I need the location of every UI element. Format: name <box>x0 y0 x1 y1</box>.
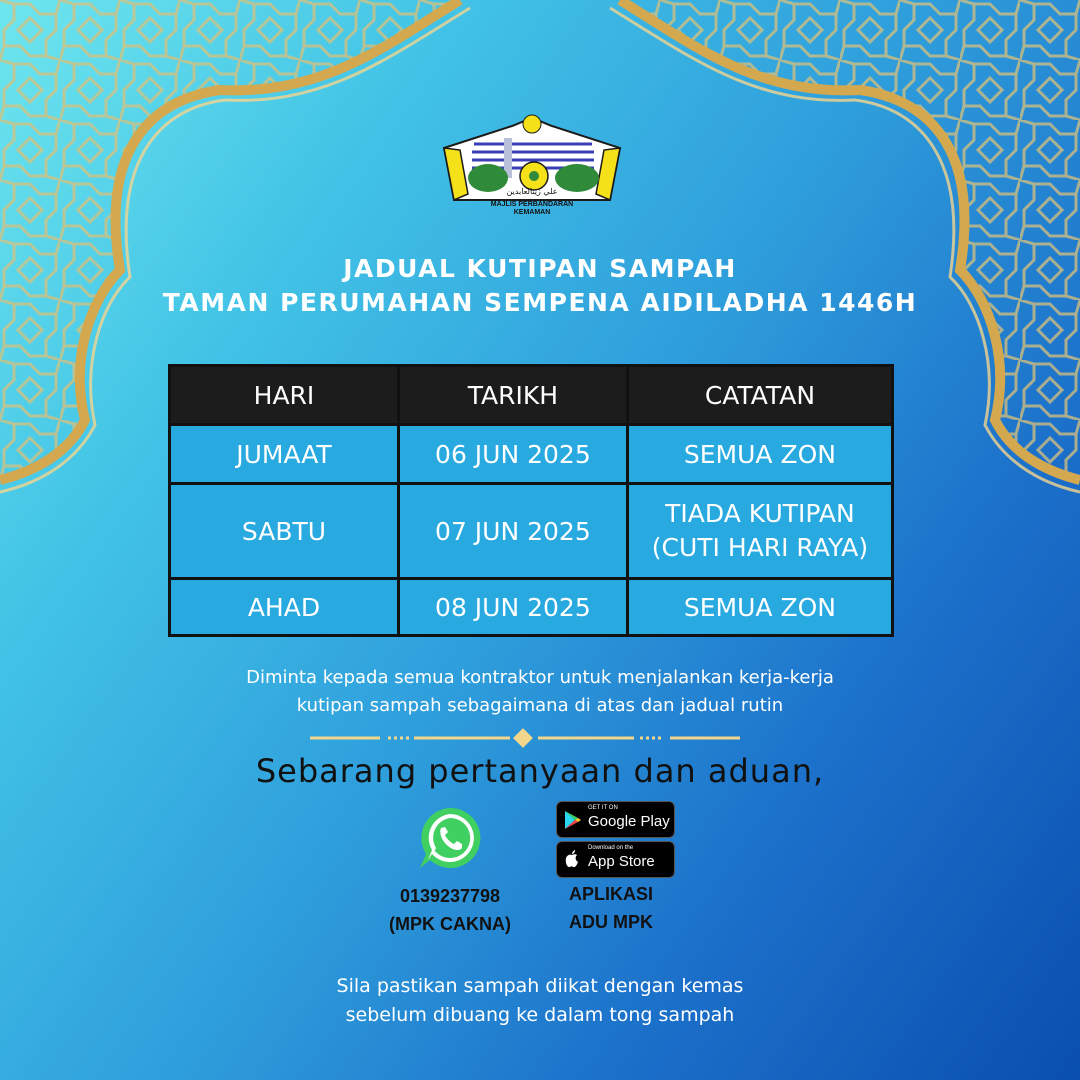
note-line1: Diminta kepada semua kontraktor untuk menjalankan kerja-kerja <box>246 667 834 688</box>
cell-hari: SABTU <box>170 484 399 579</box>
decorative-divider <box>310 726 740 750</box>
app-label-line2: ADU MPK <box>569 912 653 932</box>
mpk-logo <box>432 108 632 220</box>
page-title-line1: JADUAL KUTIPAN SAMPAH <box>343 254 737 283</box>
header-hari: HARI <box>170 366 399 425</box>
catatan-line1: TIADA KUTIPAN <box>665 499 855 528</box>
phone-label: (MPK CAKNA) <box>389 914 511 934</box>
footer-line1: Sila pastikan sampah diikat dengan kemas <box>336 975 744 997</box>
cell-hari: AHAD <box>170 579 399 636</box>
apple-icon <box>564 850 580 869</box>
cell-tarikh: 06 JUN 2025 <box>398 425 627 484</box>
page-title-line2: TAMAN PERUMAHAN SEMPENA AIDILADHA 1446H <box>162 288 918 317</box>
whatsapp-icon[interactable] <box>416 804 484 872</box>
cell-hari: JUMAAT <box>170 425 399 484</box>
table-row <box>170 425 893 484</box>
contact-heading: Sebarang pertanyaan dan aduan, <box>255 752 825 790</box>
contact-phone <box>378 882 522 938</box>
app-store-big: App Store <box>588 853 655 870</box>
cell-tarikh: 07 JUN 2025 <box>398 484 627 579</box>
google-play-small: GET IT ON <box>588 805 618 811</box>
table-header-row <box>170 366 893 425</box>
table-row <box>170 484 893 579</box>
cell-catatan <box>627 484 892 579</box>
app-label-line1: APLIKASI <box>568 884 653 904</box>
cell-catatan: SEMUA ZON <box>627 579 892 636</box>
note-line2: kutipan sampah sebagaimana di atas dan jadual rutin <box>296 695 784 716</box>
header-catatan: CATATAN <box>627 366 892 425</box>
cell-catatan: SEMUA ZON <box>627 425 892 484</box>
logo-name-line1: MAJLIS PERBANDARAN <box>490 201 574 208</box>
app-label <box>546 880 676 936</box>
header-tarikh: TARIKH <box>398 366 627 425</box>
google-play-badge[interactable] <box>556 801 675 838</box>
google-play-icon <box>564 810 582 830</box>
phone-number[interactable]: 0139237798 <box>399 886 501 906</box>
logo-script: علي زينالعابدين <box>506 187 558 196</box>
footer-line2: sebelum dibuang ke dalam tong sampah <box>345 1004 735 1026</box>
google-play-big: Google Play <box>588 813 670 830</box>
schedule-table <box>168 364 894 637</box>
app-store-small: Download on the <box>588 845 634 851</box>
app-store-badge[interactable] <box>556 841 675 878</box>
contractor-note <box>0 664 1080 720</box>
cell-tarikh: 08 JUN 2025 <box>398 579 627 636</box>
table-row <box>170 579 893 636</box>
logo-name-line2: KEMAMAN <box>513 209 551 216</box>
catatan-line2: (CUTI HARI RAYA) <box>651 533 869 562</box>
footer-note <box>0 972 1080 1030</box>
